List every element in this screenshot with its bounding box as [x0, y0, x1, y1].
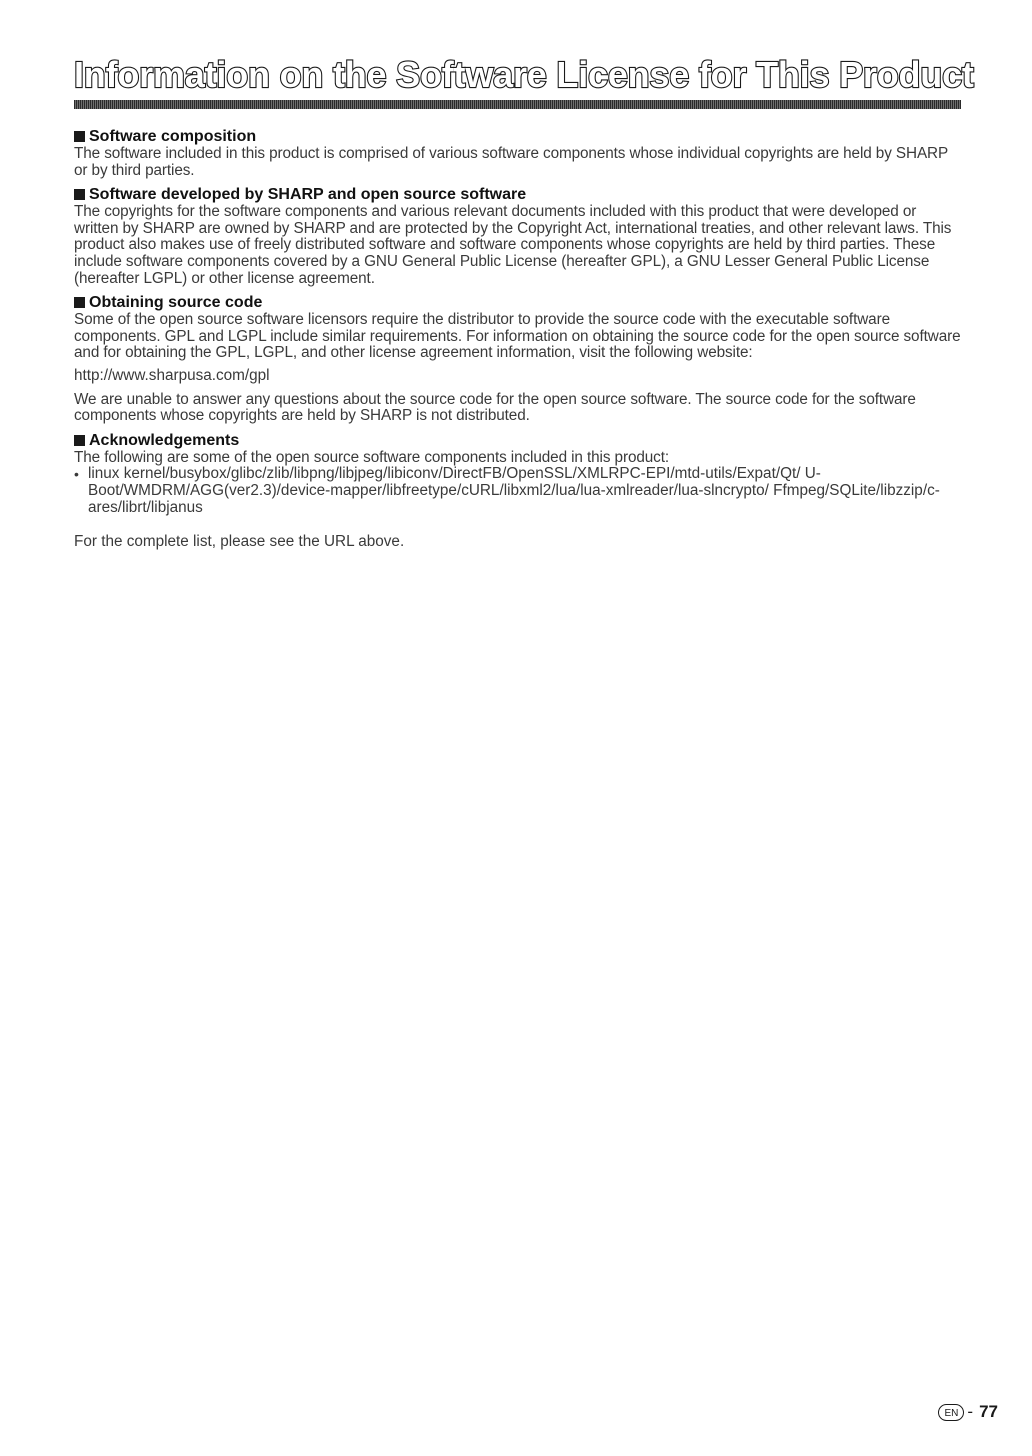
title-rule	[74, 100, 961, 109]
section-heading-text: Obtaining source code	[89, 294, 263, 312]
section-software-composition	[74, 127, 962, 179]
square-bullet-icon	[74, 131, 85, 142]
section-heading-text: Software composition	[89, 128, 257, 145]
section-heading	[74, 185, 962, 204]
section-heading	[74, 293, 962, 312]
bullet-dot-icon: •	[74, 466, 79, 483]
section-heading-text: Acknowledgements	[89, 431, 240, 449]
square-bullet-icon	[74, 435, 85, 446]
section-sharp-and-open-source	[74, 185, 962, 287]
square-bullet-icon	[74, 297, 85, 308]
page-number: 77	[979, 1402, 998, 1421]
section-acknowledgements	[74, 431, 962, 551]
section-obtaining-source-code	[74, 293, 962, 425]
complete-list-note: For the complete list, please see the URL above.	[74, 533, 405, 551]
list-item	[74, 466, 962, 516]
section-body: The software included in this product is comprised of various software components whose individual copyrights are held by SHARP or by third parties.	[74, 145, 948, 179]
source-code-note: We are unable to answer any questions about the source code for the open source software. The source code for the software components whose copyrights are held by SHARP is not distributed.	[74, 390, 916, 425]
section-heading	[74, 127, 962, 146]
section-body: Some of the open source software licensors require the distributor to provide the source code with the executable software components. GPL and LGPL include similar requirements. For information on obtaining the source code for the open source software and for obtaining the GPL, LGPL, and other license agreement information, visit the following website:	[74, 311, 961, 362]
component-list-text: linux kernel/busybox/glibc/zlib/libpng/libjpeg/libiconv/DirectFB/OpenSSL/XMLRPC-EPI/mtd-utils/Expat/Qt/ U-Boot/WMDRM/AGG(ver2.3)/device-mapper/libfreetype/cURL/libxml2/lua/lua-xmlreader/lua-slncrypto/ Ffmpeg/SQLite/libzzip/c-ares/librt/libjanus	[88, 465, 940, 516]
document-body	[74, 127, 962, 557]
page-title: Information on the Software License for This Product	[74, 54, 974, 95]
square-bullet-icon	[74, 189, 85, 200]
section-heading	[74, 431, 962, 450]
page-footer	[938, 1402, 998, 1422]
footer-separator: -	[967, 1402, 974, 1421]
language-badge-icon: EN	[938, 1404, 964, 1421]
source-code-url: http://www.sharpusa.com/gpl	[74, 366, 270, 384]
section-body: The copyrights for the software components and various relevant documents included with this product that were developed or written by SHARP are owned by SHARP and are protected by the Copyright Act, international treaties, and other relevant laws. This product also makes use of freely distributed software and software components whose copyrights are held by third parties. These include software components covered by a GNU General Public License (hereafter GPL), a GNU Lesser General Public License (hereafter LGPL) or other license agreement.	[74, 203, 952, 287]
section-heading-text: Software developed by SHARP and open source software	[89, 186, 527, 204]
acknowledgements-intro: The following are some of the open source software components included in this product:	[74, 448, 670, 466]
